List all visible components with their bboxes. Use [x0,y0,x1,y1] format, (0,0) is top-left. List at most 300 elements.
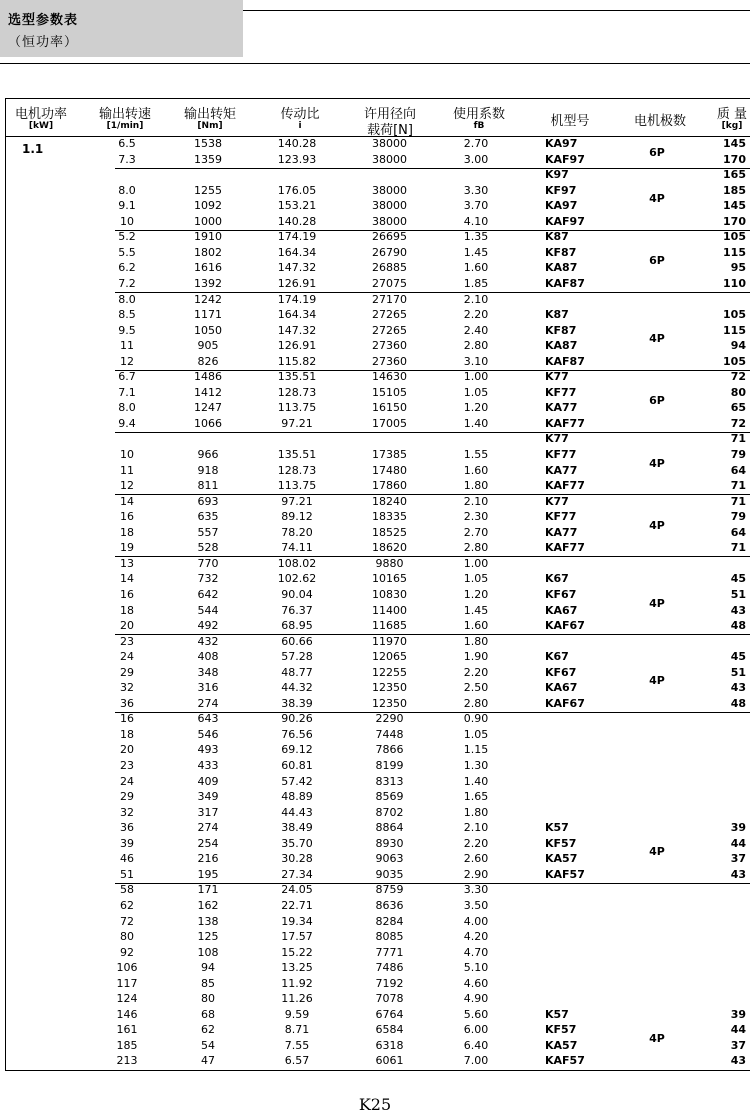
weight: 165 [723,168,746,182]
weight: 71 [730,494,746,508]
table-cell: 23 [120,759,134,772]
table-cell: 3.50 [463,898,489,912]
table-cell: 2.70 [463,137,489,150]
table-cell: 48.77 [281,665,313,679]
table-cell: 38.39 [281,696,313,710]
table-cell: 135.51 [277,370,317,384]
table-cell: 8085 [375,930,404,944]
table-cell: 1359 [194,152,222,166]
weight: 71 [730,541,746,555]
table-cell: 1802 [194,245,222,259]
table-cell: 18 [120,525,134,539]
table-cell: 1247 [194,401,222,415]
table-cell: 544 [197,603,219,617]
table-cell: 128.73 [277,463,317,477]
model-number: KAF77 [545,479,585,493]
weight: 145 [723,137,746,150]
table-cell: 23 [120,634,134,648]
table-cell: 6318 [375,1038,404,1052]
table-cell: 18525 [372,525,407,539]
table-cell: 11 [120,339,134,353]
table-cell: 1.30 [463,759,489,772]
table-cell: 1.60 [463,619,489,633]
table-cell: 12255 [372,665,407,679]
table-cell: 27265 [372,308,407,322]
table-cell: 8702 [375,805,404,819]
table-cell: 1392 [194,276,222,290]
table-cell: 125 [197,930,219,944]
table-cell: 19 [120,541,134,555]
table-cell: 3.70 [463,199,489,213]
weight: 170 [723,152,746,166]
table-cell: 557 [197,525,219,539]
table-cell: 164.34 [277,245,317,259]
table-cell: 38000 [372,214,407,228]
model-number: KA97 [545,199,578,213]
table-cell: 3.10 [463,354,489,368]
table-cell: 17480 [372,463,407,477]
table-cell: 17005 [372,416,407,430]
model-number: K57 [545,821,569,835]
table-cell: 147.32 [277,323,317,337]
table-cell: 349 [197,790,219,804]
weight: 44 [730,1023,746,1037]
motor-poles: 6P [649,254,665,268]
table-cell: 1616 [194,261,222,275]
table-cell: 5.5 [118,245,136,259]
table-cell: 8.71 [284,1023,310,1037]
table-cell: 108.02 [277,556,317,570]
weight: 185 [723,183,746,197]
column-header: 质 量 [716,107,748,122]
table-cell: 12065 [372,650,407,664]
table-cell: 18 [120,603,134,617]
weight: 71 [730,479,746,493]
table-cell: 528 [197,541,219,555]
table-cell: 11970 [372,634,407,648]
motor-poles: 4P [649,518,665,532]
table-cell: 7448 [375,727,404,741]
model-number: KAF77 [545,416,585,430]
model-number: KF97 [545,183,577,197]
table-cell: 12350 [372,696,407,710]
table-cell: 216 [197,852,219,866]
table-cell: 8569 [375,790,404,804]
table-cell: 1.00 [463,370,489,384]
table-cell: 7.2 [118,276,136,290]
motor-poles: 4P [649,192,665,206]
table-cell: 8199 [375,759,404,772]
table-cell: 1.90 [463,650,489,664]
table-cell: 12 [120,479,134,493]
table-cell: 11.26 [281,992,313,1006]
table-cell: 4.90 [463,992,489,1006]
table-cell: 4.60 [463,976,489,990]
table-cell: 1000 [194,214,222,228]
table-cell: 2.10 [463,821,489,835]
table-cell: 8.0 [118,292,136,306]
table-cell: 128.73 [277,385,317,399]
table-cell: 16 [120,587,134,601]
table-cell: 6764 [375,1007,404,1021]
table-cell: 1171 [194,308,222,322]
table-cell: 76.56 [281,727,313,741]
table-cell: 9.1 [118,199,136,213]
weight: 45 [730,650,746,664]
table-cell: 5.2 [118,230,136,244]
table-cell: 643 [197,712,219,726]
table-cell: 14 [120,494,134,508]
table-cell: 6.57 [284,1054,310,1068]
table-cell: 6.40 [463,1038,489,1052]
column-header: 使用系数 [452,107,505,122]
table-cell: 76.37 [281,603,313,617]
table-cell: 1.15 [463,743,489,757]
model-number: KAF67 [545,619,585,633]
weight: 37 [730,1038,746,1052]
weight: 80 [730,385,746,399]
table-cell: 8636 [375,898,404,912]
model-number: KA77 [545,463,578,477]
table-cell: 1.05 [463,727,489,741]
motor-poles: 6P [649,394,665,408]
table-cell: 1.60 [463,261,489,275]
column-unit: i [298,121,302,131]
table-cell: 2.70 [463,525,489,539]
title-box [0,0,243,57]
table-cell: 27265 [372,323,407,337]
weight: 79 [730,510,746,524]
table-cell: 408 [197,650,219,664]
table-cell: 2.60 [463,852,489,866]
model-number: KF67 [545,665,577,679]
table-cell: 38.49 [281,821,313,835]
table-cell: 74.11 [281,541,313,555]
table-cell: 36 [120,696,134,710]
table-cell: 17385 [372,448,407,461]
table-cell: 90.26 [281,712,313,726]
model-number: KA87 [545,339,578,353]
table-cell: 13.25 [281,961,313,975]
table-cell: 195 [197,867,219,881]
weight: 115 [723,245,746,259]
table-cell: 162 [197,898,219,912]
table-cell: 44.43 [281,805,313,819]
table-cell: 1.40 [463,774,489,788]
table-cell: 918 [197,463,219,477]
table-cell: 174.19 [277,292,317,306]
page-title: 选型参数表 [8,13,79,28]
table-cell: 2.80 [463,541,489,555]
table-cell: 32 [120,681,134,695]
table-cell: 16150 [372,401,407,415]
table-cell: 124 [116,992,138,1006]
model-number: KAF77 [545,541,585,555]
column-header: 输出转矩 [183,107,236,122]
table-cell: 4.70 [463,945,489,959]
motor-poles: 4P [649,456,665,470]
model-number: KA67 [545,681,578,695]
table-cell: 153.21 [277,199,317,213]
table-cell: 13 [120,556,134,570]
model-number: KAF67 [545,696,585,710]
table-cell: 10165 [372,572,407,586]
table-cell: 2.90 [463,867,489,881]
weight: 43 [730,867,746,881]
weight: 37 [730,852,746,866]
table-cell: 176.05 [277,183,317,197]
table-cell: 11 [120,463,134,477]
model-number: K57 [545,1007,569,1021]
table-cell: 1.35 [463,230,489,244]
model-number: KA57 [545,852,578,866]
table-cell: 22.71 [281,898,313,912]
table-cell: 11.92 [281,976,313,990]
table-cell: 1.60 [463,463,489,477]
table-cell: 39 [120,836,134,850]
table-cell: 126.91 [277,339,317,353]
table-cell: 7.00 [463,1054,489,1068]
model-number: KA67 [545,603,578,617]
weight: 43 [730,1054,746,1068]
table-cell: 171 [197,883,219,897]
table-cell: 58 [120,883,134,897]
table-cell: 80 [120,930,134,944]
table-cell: 9880 [375,556,404,570]
table-cell: 44.32 [281,681,313,695]
table-cell: 732 [197,572,219,586]
table-cell: 1066 [194,416,222,430]
weight: 72 [730,370,746,384]
table-cell: 6.00 [463,1023,489,1037]
weight: 115 [723,323,746,337]
table-cell: 433 [197,759,219,772]
table-cell: 316 [197,681,219,695]
weight: 39 [730,821,746,835]
page-subtitle: （恒功率） [8,35,79,50]
table-cell: 62 [201,1023,215,1037]
table-cell: 68.95 [281,619,313,633]
column-header: 电机功率 [14,107,67,122]
table-cell: 24 [120,774,134,788]
table-cell: 2.80 [463,696,489,710]
table-cell: 72 [120,914,134,928]
table-cell: 11400 [372,603,407,617]
table-cell: 47 [201,1054,215,1068]
weight: 64 [730,463,746,477]
table-cell: 17860 [372,479,407,493]
table-cell: 2.40 [463,323,489,337]
model-number: KA97 [545,137,578,150]
table-cell: 2.80 [463,339,489,353]
table-cell: 6.5 [118,137,136,150]
model-number: KF87 [545,323,577,337]
model-number: K77 [545,370,569,384]
table-cell: 7866 [375,743,404,757]
table-cell: 147.32 [277,261,317,275]
table-cell: 3.30 [463,183,489,197]
table-cell: 1242 [194,292,222,306]
table-cell: 60.81 [281,759,313,772]
weight: 45 [730,572,746,586]
model-number: KAF97 [545,152,585,166]
table-cell: 32 [120,805,134,819]
motor-poles: 4P [649,596,665,610]
table-cell: 20 [120,619,134,633]
table-cell: 2.30 [463,510,489,524]
table-cell: 135.51 [277,448,317,461]
column-header: 许用径向 [363,107,416,122]
weight: 65 [730,401,746,415]
model-number: KF57 [545,836,577,850]
table-cell: 811 [197,479,219,493]
table-cell: 635 [197,510,219,524]
column-unit: [Nm] [197,121,223,131]
weight: 170 [723,214,746,228]
table-cell: 51 [120,867,134,881]
table-cell: 1486 [194,370,222,384]
table-cell: 1.85 [463,276,489,290]
table-cell: 5.10 [463,961,489,975]
table-cell: 15.22 [281,945,313,959]
table-cell: 1.45 [463,603,489,617]
table-cell: 14 [120,572,134,586]
model-number: K97 [545,168,569,182]
table-cell: 138 [197,914,219,928]
table-cell: 27075 [372,276,407,290]
weight: 72 [730,416,746,430]
table-cell: 29 [120,790,134,804]
table-cell: 1.65 [463,790,489,804]
table-cell: 8864 [375,821,404,835]
model-number: KA87 [545,261,578,275]
table-cell: 0.90 [463,712,489,726]
table-cell: 164.34 [277,308,317,322]
table-cell: 35.70 [281,836,313,850]
table-cell: 8284 [375,914,404,928]
table-cell: 1.05 [463,572,489,586]
table-cell: 7.55 [284,1038,310,1052]
model-number: K87 [545,308,569,322]
table-cell: 10 [120,214,134,228]
table-cell: 38000 [372,137,407,150]
model-number: KA57 [545,1038,578,1052]
table-cell: 905 [197,339,219,353]
model-number: KAF57 [545,867,585,881]
weight: 43 [730,603,746,617]
table-cell: 11685 [372,619,407,633]
model-number: KA77 [545,401,578,415]
table-cell: 46 [120,852,134,866]
table-cell: 57.28 [281,650,313,664]
table-cell: 19.34 [281,914,313,928]
table-cell: 7.3 [118,152,136,166]
table-cell: 18335 [372,510,407,524]
table-cell: 123.93 [277,152,317,166]
table-cell: 126.91 [277,276,317,290]
table-cell: 27360 [372,339,407,353]
table-cell: 12 [120,354,134,368]
weight: 48 [730,696,746,710]
model-number: K77 [545,432,569,446]
table-cell: 4.00 [463,914,489,928]
table-cell: 24.05 [281,883,313,897]
column-header: 电机极数 [633,114,686,129]
table-cell: 9.4 [118,416,136,430]
weight: 64 [730,525,746,539]
table-cell: 38000 [372,152,407,166]
table-cell: 6.7 [118,370,136,384]
table-cell: 89.12 [281,510,313,524]
table-cell: 1050 [194,323,222,337]
table-cell: 2.50 [463,681,489,695]
top-rule-2 [0,63,750,64]
table-cell: 4.20 [463,930,489,944]
table-cell: 7078 [375,992,404,1006]
motor-poles: 6P [649,145,665,159]
column-unit: [kW] [28,121,54,131]
table-cell: 642 [197,587,219,601]
table-cell: 5.60 [463,1007,489,1021]
table-cell: 8930 [375,836,404,850]
model-number: K77 [545,494,569,508]
model-number: KA77 [545,525,578,539]
table-cell: 770 [197,556,219,570]
table-cell: 7.1 [118,385,136,399]
weight: 105 [723,308,746,322]
table-cell: 9063 [375,852,404,866]
table-cell: 80 [201,992,215,1006]
table-cell: 10 [120,448,134,461]
table-cell: 8759 [375,883,404,897]
table-cell: 27.34 [281,867,313,881]
table-cell: 140.28 [277,137,317,150]
table-cell: 113.75 [277,401,317,415]
motor-power: 1.1 [22,142,44,156]
table-cell: 432 [197,634,219,648]
motor-poles: 4P [649,845,665,859]
table-cell: 36 [120,821,134,835]
model-number: K67 [545,572,569,586]
table-cell: 2.20 [463,308,489,322]
table-cell: 274 [197,696,219,710]
table-cell: 161 [116,1023,138,1037]
table-cell: 57.42 [281,774,313,788]
table-cell: 254 [197,836,219,850]
table-cell: 18240 [372,494,407,508]
table-cell: 140.28 [277,214,317,228]
top-rule [243,10,750,11]
table-cell: 966 [197,448,219,461]
table-cell: 106 [116,961,138,975]
table-cell: 274 [197,821,219,835]
table-cell: 17.57 [281,930,313,944]
column-unit: [kg] [721,121,743,131]
table-cell: 3.00 [463,152,489,166]
table-cell: 8313 [375,774,404,788]
table-cell: 1.80 [463,634,489,648]
table-cell: 115.82 [277,354,317,368]
model-number: KAF57 [545,1054,585,1068]
table-cell: 10830 [372,587,407,601]
table-cell: 826 [197,354,219,368]
table-cell: 117 [116,976,138,990]
table-cell: 8.0 [118,183,136,197]
table-cell: 113.75 [277,479,317,493]
table-cell: 1.05 [463,385,489,399]
weight: 51 [730,587,746,601]
table-cell: 24 [120,650,134,664]
